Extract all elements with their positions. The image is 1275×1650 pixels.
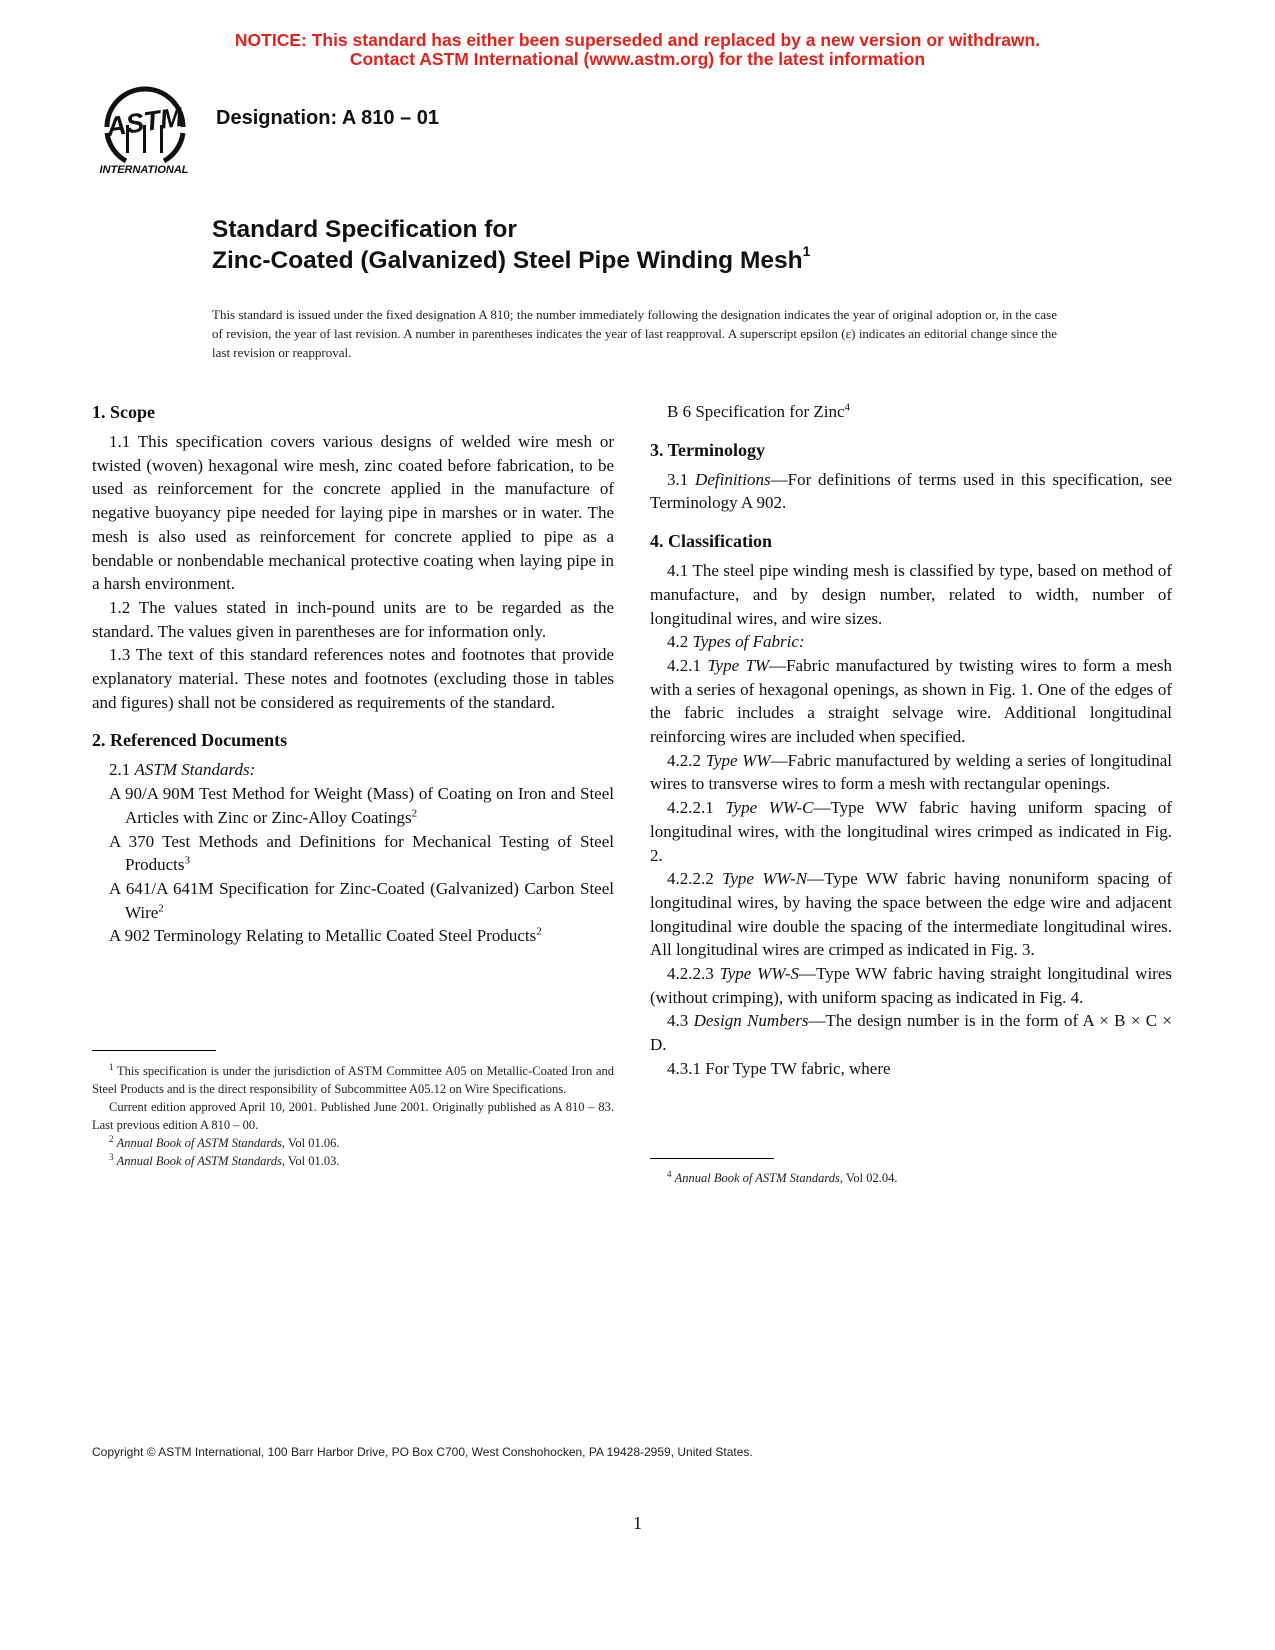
reference-footnote-mark: 2 <box>411 807 418 820</box>
reference-item <box>92 830 614 877</box>
footnote-2 <box>92 1134 614 1152</box>
section-1-heading: 1. Scope <box>92 402 155 422</box>
title-line-2-text: Zinc-Coated (Galvanized) Steel Pipe Winding Mesh <box>212 247 803 274</box>
reference-item <box>92 924 614 948</box>
reference-text: A 641/A 641M Specification for Zinc-Coated (Galvanized) Carbon Steel Wire <box>109 878 614 922</box>
withdrawn-notice <box>0 31 1275 69</box>
title-line-2 <box>212 242 811 276</box>
section-4-heading: 4. Classification <box>650 531 773 552</box>
notice-line-1: NOTICE: This standard has either been superseded and replaced by a new version or withdrawn. <box>234 30 1041 50</box>
right-column <box>650 400 1172 1081</box>
footnote-4-book: Annual Book of ASTM Standards <box>674 1171 840 1185</box>
astm-logo <box>96 85 194 180</box>
notice-line-2: Contact ASTM International (www.astm.org) for the latest information <box>349 49 926 69</box>
section-3-heading: 3. Terminology <box>650 439 766 460</box>
logo-subtext: INTERNATIONAL <box>99 164 189 176</box>
paragraph-4-2-2-3-label: Type WW-S <box>719 964 800 984</box>
reference-b6-text: B 6 Specification for Zinc <box>667 402 845 421</box>
footnote-3-volume: , Vol 01.03. <box>281 1154 340 1168</box>
reference-b6-footnote-mark: 4 <box>844 401 851 414</box>
paragraph-1-1: 1.1 This specification covers various designs of welded wire mesh or twisted (woven) hexagonal wire mesh, zinc coated before fabrication, to be used as reinforcement for the concrete applied in the manufacture of negative buoyancy pipe needed for laying pipe in marshes or in water. The mesh is also used as reinforcement for concrete applied to pipe as a bendable or nonbendable mechanical protective coating when laying pipe in a harsh environment. <box>92 432 614 594</box>
paragraph-4-2-2-label: Type WW <box>705 750 771 770</box>
reference-footnote-mark: 2 <box>536 925 542 938</box>
footnote-1-text: This specification is under the jurisdiction of ASTM Committee A05 on Metallic-Coated Iron and Steel Products and is the direct responsibility of Subcommittee A05.12 on Wire Specifications. <box>92 1064 614 1096</box>
reference-item <box>92 877 614 924</box>
paragraph-4-3-label: Design Numbers <box>693 1011 809 1031</box>
paragraph-4-2-2-2-text: —Type WW fabric having nonuniform spacing of longitudinal wires, by having the space between the edge wire and adjacent longitudinal wire double the spacing of the intermediate longitudinal wires. All longitudinal wires are crimped as indicated in Fig. 3. <box>650 869 1173 960</box>
paragraph-4-2-2-text: —Fabric manufactured by welding a series of longitudinal wires to transverse wires to form a mesh with rectangular openings. <box>650 750 1173 794</box>
paragraph-4-2-2-3 <box>650 962 1172 1009</box>
paragraph-4-2-1-num: 4.2.1 <box>667 655 701 675</box>
paragraph-4-2-2-num: 4.2.2 <box>667 750 701 770</box>
paragraph-4-2-2-3-text: —Type WW fabric having straight longitudinal wires (without crimping), with uniform spacing as indicated in Fig. 4. <box>650 964 1172 1007</box>
designation: Designation: A 810 – 01 <box>216 107 440 129</box>
paragraph-4-2-num: 4.2 <box>667 632 689 652</box>
reference-footnote-mark: 2 <box>158 902 164 914</box>
reference-text: A 90/A 90M Test Method for Weight (Mass) of Coating on Iron and Steel Articles with Zinc or Zinc-Alloy Coatings <box>109 784 614 827</box>
footnote-divider <box>650 1158 774 1159</box>
footnote-3-mark: 3 <box>109 1151 114 1162</box>
footnote-2-volume: , Vol 01.06. <box>281 1136 340 1150</box>
reference-text: A 902 Terminology Relating to Metallic Coated Steel Products <box>109 926 537 946</box>
paragraph-3-1 <box>650 468 1172 515</box>
paragraph-2-1-num: 2.1 <box>109 760 131 780</box>
paragraph-3-1-num: 3.1 <box>667 469 689 489</box>
paragraph-2-1 <box>92 758 614 782</box>
footnote-3-book: Annual Book of ASTM Standards <box>116 1154 282 1168</box>
paragraph-4-2-2-2-label: Type WW-N <box>722 869 808 889</box>
footnote-2-mark: 2 <box>109 1133 114 1144</box>
right-footnotes <box>650 1169 1172 1187</box>
footnote-4-volume: , Vol 02.04. <box>839 1171 898 1185</box>
paragraph-4-3-num: 4.3 <box>667 1011 689 1031</box>
paragraph-4-3 <box>650 1009 1172 1056</box>
footnote-1 <box>92 1062 614 1098</box>
paragraph-4-2-2 <box>650 749 1172 796</box>
reference-text: A 370 Test Methods and Definitions for Mechanical Testing of Steel Products <box>109 831 614 875</box>
footnote-2-book: Annual Book of ASTM Standards <box>116 1136 282 1150</box>
page-title <box>212 214 810 276</box>
logo-text: ASTM <box>104 101 185 143</box>
paragraph-4-2-1-text: —Fabric manufactured by twisting wires to form a mesh with a series of hexagonal openings, as shown in Fig. 1. One of the edges of the fabric includes a straight selvage wire. Additional longitudinal reinforcing wires are included when specified. <box>650 655 1173 747</box>
paragraph-4-3-text: —The design number is in the form of A × B × C × D. <box>650 1011 1173 1055</box>
paragraph-4-2-1-label: Type TW <box>707 655 770 675</box>
paragraph-4-2-2-1-text: —Type WW fabric having uniform spacing of longitudinal wires, with the longitudinal wires crimped as indicated in Fig. 2. <box>650 798 1173 865</box>
paragraph-4-2 <box>650 630 1172 654</box>
paragraph-4-2-2-1-label: Type WW-C <box>725 798 814 818</box>
paragraph-1-3: 1.3 The text of this standard references notes and footnotes that provide explanatory material. These notes and footnotes (excluding those in tables and figures) shall not be considered as requirements of the standard. <box>92 645 614 712</box>
footnote-4-mark: 4 <box>667 1168 672 1179</box>
paragraph-4-2-2-1 <box>650 796 1172 867</box>
footnote-divider <box>92 1050 216 1051</box>
paragraph-3-1-label: Definitions <box>695 469 771 489</box>
paragraph-4-1: 4.1 The steel pipe winding mesh is classified by type, based on method of manufacture, and by design number, related to width, number of longitudinal wires, and wire sizes. <box>650 561 1172 628</box>
paragraph-3-1-text: —For definitions of terms used in this specification, see Terminology A 902. <box>650 469 1172 513</box>
footnote-3 <box>92 1152 614 1170</box>
copyright-line: Copyright © ASTM International, 100 Barr Harbor Drive, PO Box C700, West Conshohocken, PA 19428-2959, United States. <box>92 1445 753 1459</box>
paragraph-2-1-label: ASTM Standards: <box>134 760 256 780</box>
reference-item-b6 <box>650 400 1172 424</box>
paragraph-1-2: 1.2 The values stated in inch-pound units are to be regarded as the standard. The values given in parentheses are for information only. <box>92 597 614 641</box>
reference-item <box>92 782 614 829</box>
issuance-note: This standard is issued under the fixed designation A 810; the number immediately following the designation indicates the year of original adoption or, in the case of revision, the year of last revision. A number in parentheses indicates the year of last reapproval. A superscript epsilon (ε) indicates an editorial change since the last revision or reapproval. <box>212 307 1057 360</box>
paragraph-4-2-label: Types of Fabric: <box>692 632 805 652</box>
paragraph-4-2-2-2 <box>650 867 1172 962</box>
left-footnotes <box>92 1062 614 1170</box>
paragraph-4-2-2-2-num: 4.2.2.2 <box>667 869 714 889</box>
paragraph-4-2-2-3-num: 4.2.2.3 <box>667 964 714 984</box>
paragraph-4-2-2-1-num: 4.2.2.1 <box>667 798 714 818</box>
footnote-4 <box>650 1169 1172 1187</box>
section-2-heading: 2. Referenced Documents <box>92 730 288 751</box>
footnote-1-mark: 1 <box>109 1061 114 1072</box>
paragraph-4-3-1: 4.3.1 For Type TW fabric, where <box>667 1058 891 1078</box>
footnote-1-edition: Current edition approved April 10, 2001. Published June 2001. Originally published as A 810 – 83. Last previous edition A 810 – 00. <box>92 1100 614 1132</box>
left-column <box>92 400 614 948</box>
title-line-1: Standard Specification for <box>212 216 517 243</box>
page-number: 1 <box>633 1513 642 1533</box>
paragraph-4-2-1 <box>650 654 1172 749</box>
title-footnote-mark: 1 <box>802 242 811 259</box>
reference-footnote-mark: 3 <box>184 854 190 867</box>
